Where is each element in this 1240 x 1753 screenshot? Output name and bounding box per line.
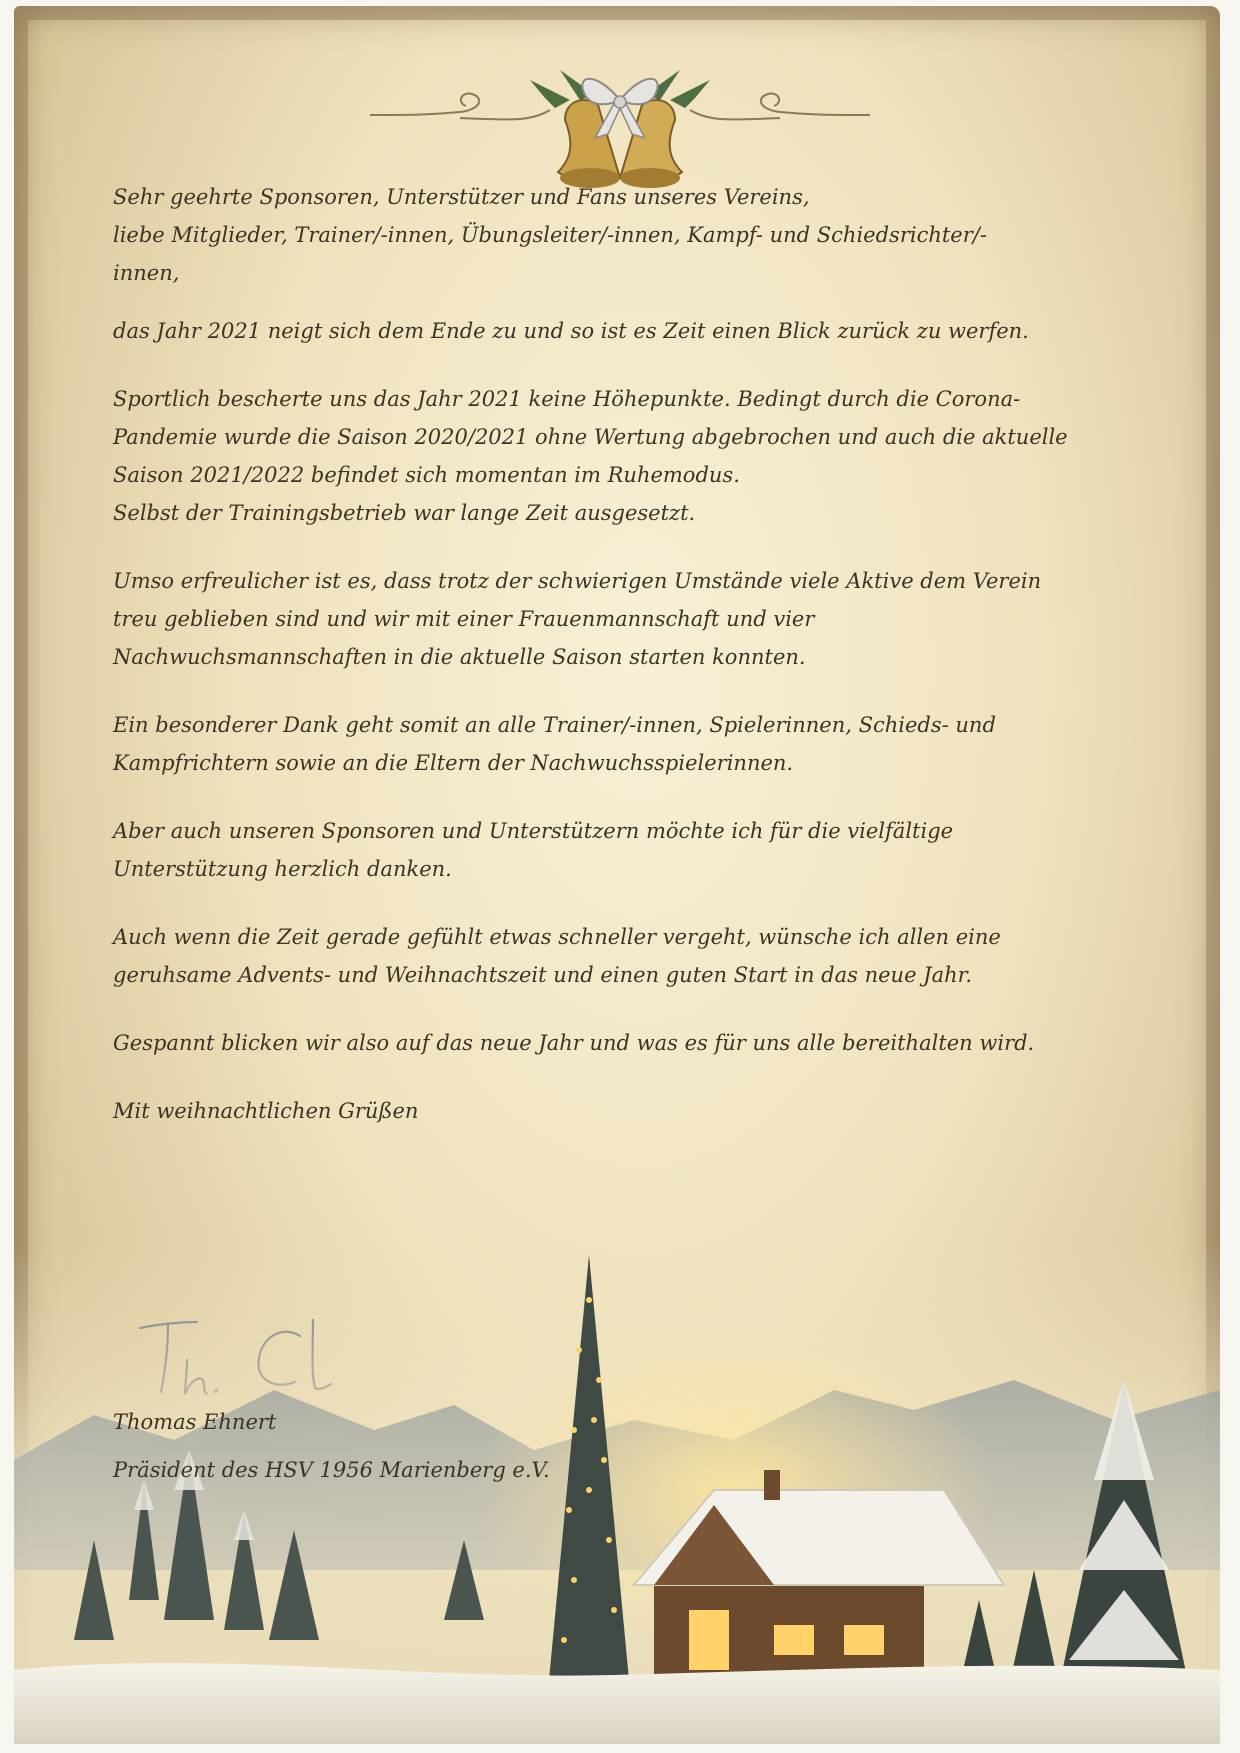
closing: Mit weihnachtlichen Grüßen [113,1099,419,1123]
letter-body [113,178,1113,1160]
paragraph-members: Umso erfreulicher ist es, dass trotz der schwierigen Umstände viele Aktive dem Verein treu geblieben sind und wir mit einer Frauenmannschaft und vier Nachwuchsmannschaften in die aktuelle Saison starten konnten. [113,569,1042,669]
paragraph-outlook: Gespannt blicken wir also auf das neue Jahr und was es für uns alle bereithalten wird. [113,1031,1035,1055]
paragraph-season: Sportlich bescherte uns das Jahr 2021 keine Höhepunkte. Bedingt durch die Corona- Pandemie wurde die Saison 2020/2021 ohne Wertung abgebrochen und auch die aktuelle Saison 2021/2022 befindet sich momentan im Ruhemodus. Selbst der Trainingsbetrieb war lange Zeit ausgesetzt. [113,387,1068,525]
paragraph-thanks-sponsors: Aber auch unseren Sponsoren und Unterstützern möchte ich für die vielfältige Unterstützung herzlich danken. [113,819,954,881]
paragraph-wishes: Auch wenn die Zeit gerade gefühlt etwas schneller vergeht, wünsche ich allen eine geruhsame Advents- und Weihnachtszeit und einen guten Start in das neue Jahr. [113,925,1001,987]
snowy-cabin-illustration [14,1240,1220,1744]
signatory-name: Thomas Ehnert [113,1410,277,1434]
paragraph-year-review: das Jahr 2021 neigt sich dem Ende zu und so ist es Zeit einen Blick zurück zu werfen. [113,319,1029,343]
paragraph-thanks-trainers: Ein besonderer Dank geht somit an alle Trainer/-innen, Spielerinnen, Schieds- und Kampfrichtern sowie an die Eltern der Nachwuchsspielerinnen. [113,713,996,775]
salutation: Sehr geehrte Sponsoren, Unterstützer und Fans unseres Vereins, liebe Mitglieder, Trainer/-innen, Übungsleiter/-innen, Kampf- und Schiedsrichter/- innen, [113,185,987,285]
signatory-title: Präsident des HSV 1956 Marienberg e.V. [113,1458,550,1482]
